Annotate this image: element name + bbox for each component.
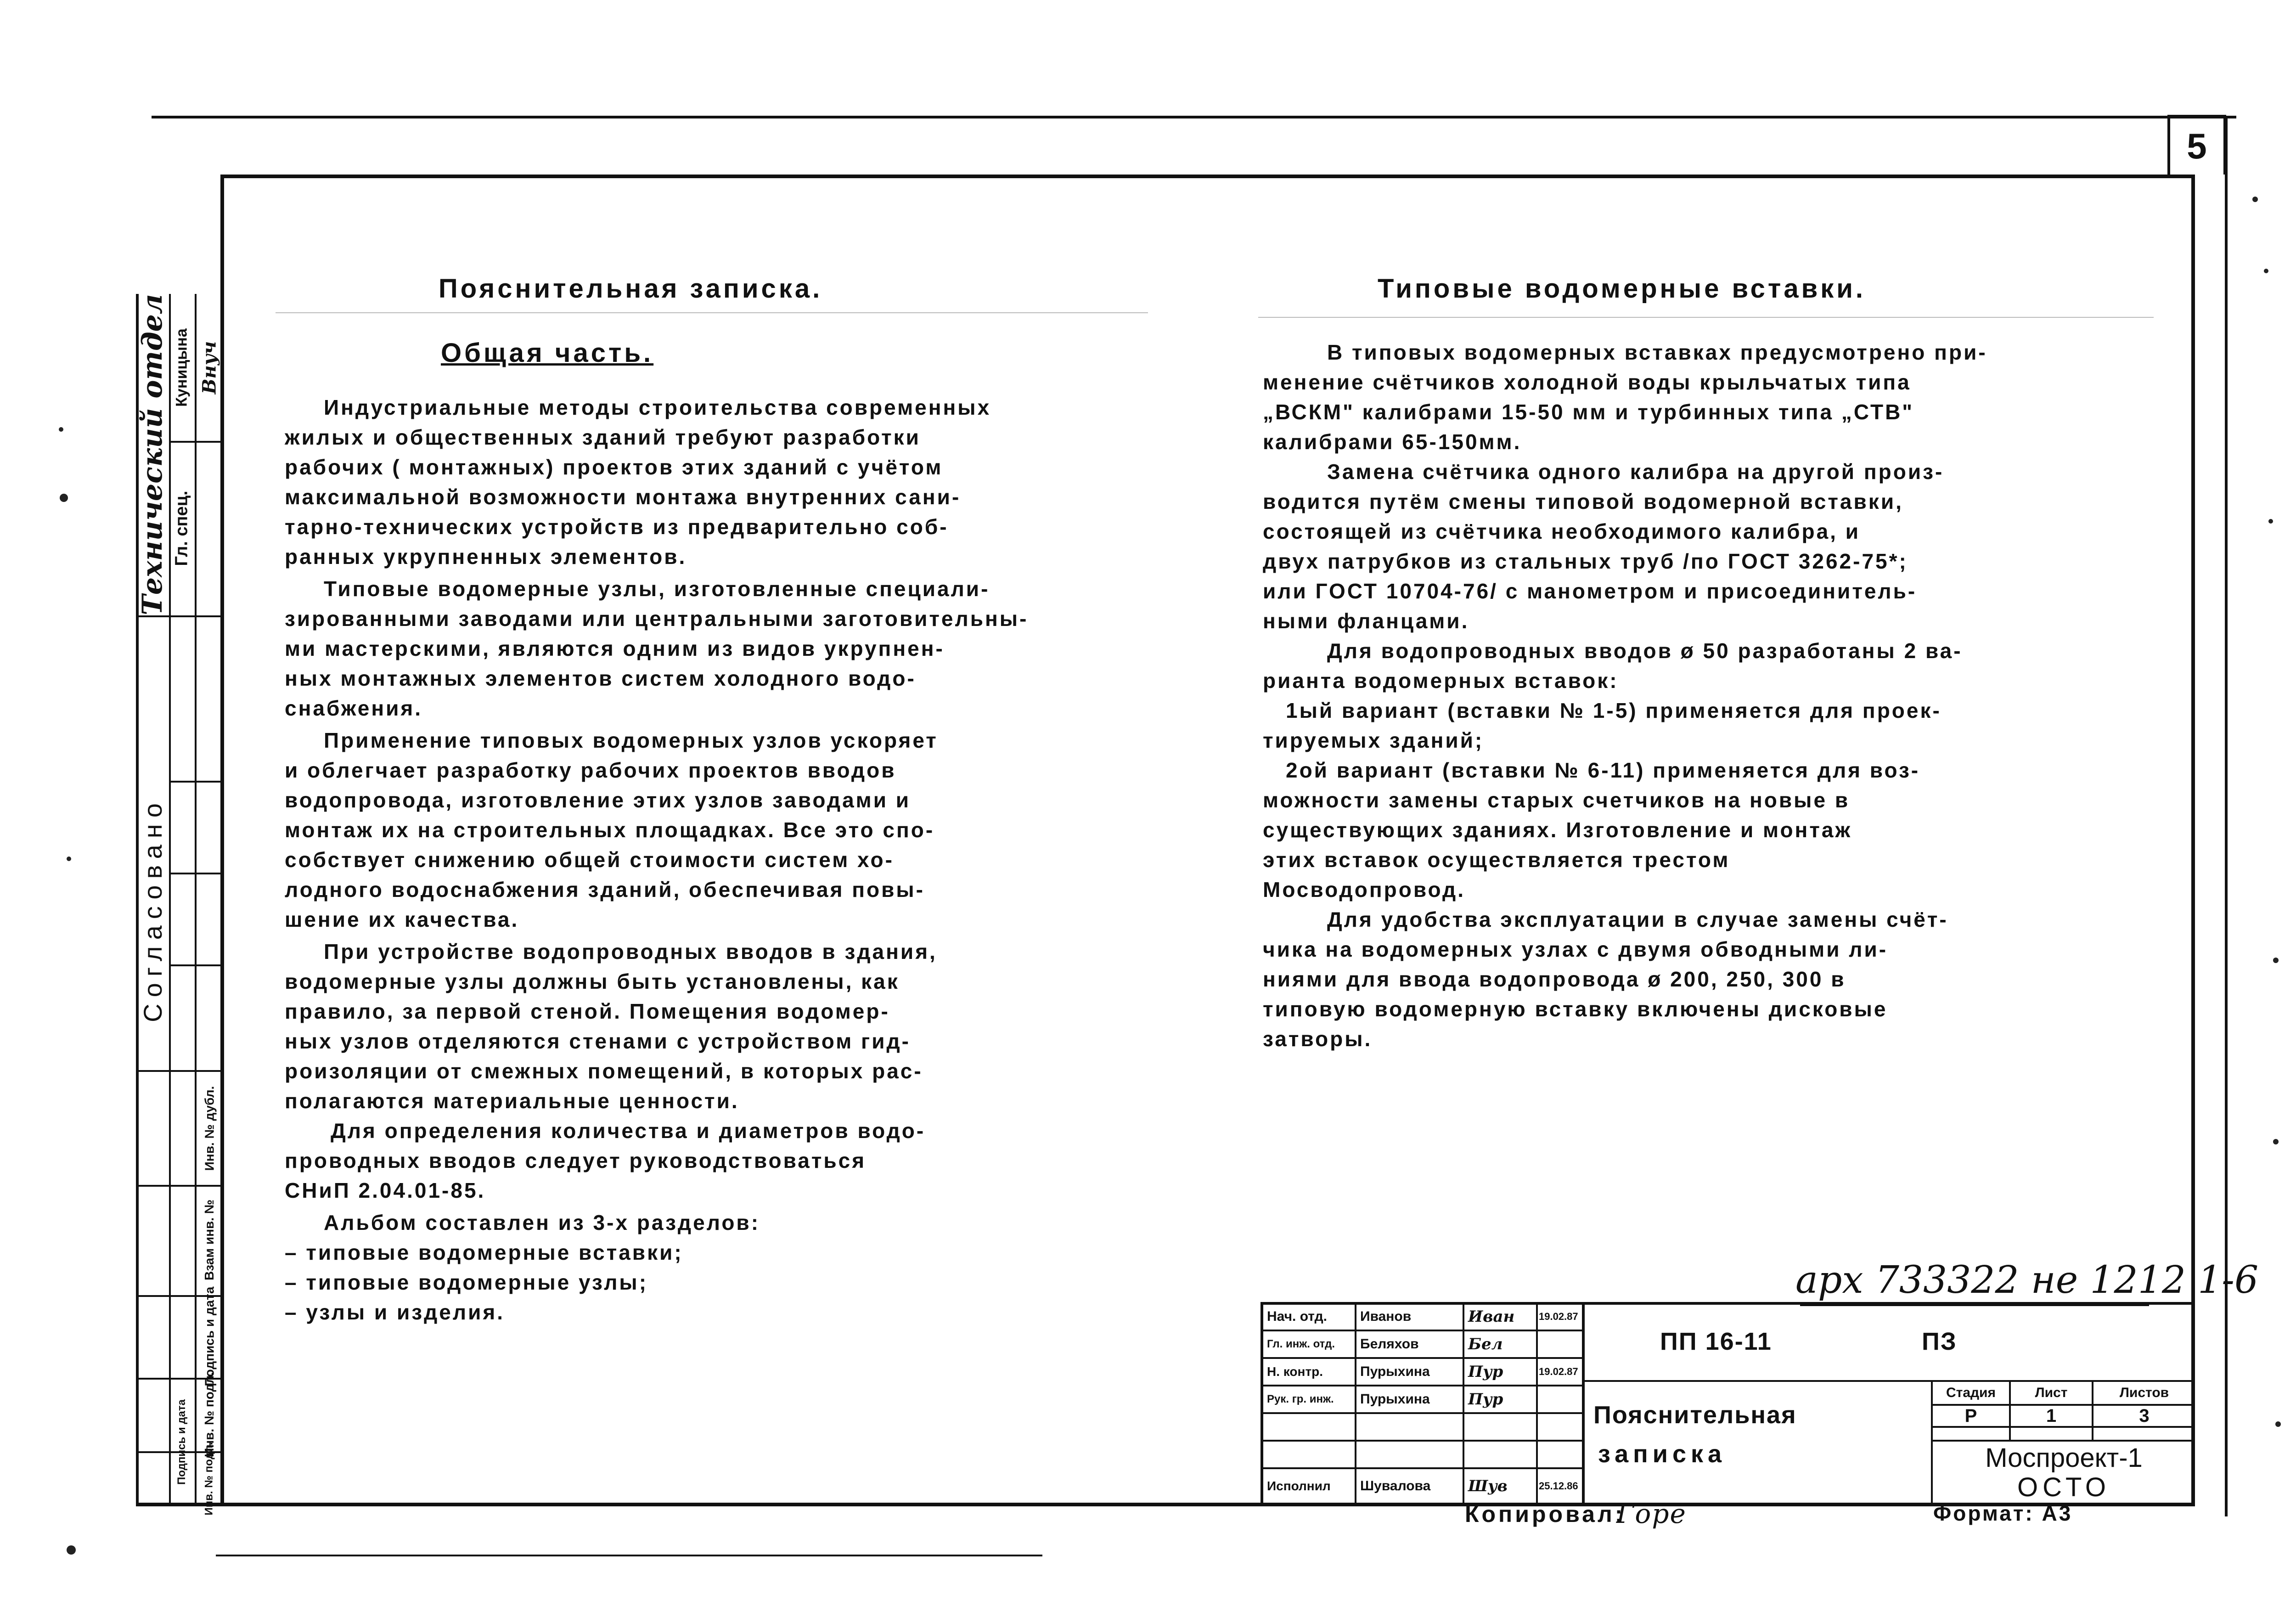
right-line: или ГОСТ 10704-76/ с манометром и присоединитель- [1263,579,1917,603]
right-line: тируемых зданий; [1263,728,1484,752]
inv-label-2: Подпись и дата [202,1286,217,1386]
approved-label: Согласовано [138,796,167,1022]
left-line: проводных вводов следует руководствоваться [285,1149,867,1172]
left-line: полагаются материальные ценности. [285,1089,739,1113]
left-line: снабжения. [285,696,423,720]
scan-speck [60,494,68,502]
right-line: ниями для ввода водопровода ø 200, 250, 300 в [1263,967,1846,991]
title-block [1261,1302,2195,1506]
left-line: роизоляции от смежных помещений, в которых рас- [285,1059,923,1083]
sheet-header: Лист [2035,1385,2068,1400]
stage-header: Стадия [1946,1385,1996,1400]
doc-title-1: Пояснительная [1593,1401,1797,1429]
sig-sign-6: Шув [1468,1477,1508,1495]
sig-date-3: 19.02.87 [1539,1366,1578,1377]
left-line: Типовые водомерные узлы, изготовленные специали- [324,577,990,601]
left-line: жилых и общественных зданий требуют разработки [285,425,921,449]
page-number-box [2167,115,2226,175]
right-line: В типовых водомерных вставках предусмотрено при- [1327,340,1987,364]
left-line: Индустриальные методы строительства современных [324,395,991,419]
sig-name-1: Иванов [1360,1309,1412,1324]
left-line: При устройстве водопроводных вводов в здания, [324,940,937,964]
department-label: Технический отдел [136,294,169,615]
sig-sign-1: Иван [1468,1307,1515,1326]
inv-label-1: Инв. № подл. [202,1372,217,1457]
chief-specialist-name: Куницына [173,328,191,407]
right-line: Мосводопровод. [1263,878,1465,902]
org-name-1: Моспроект-1 [1985,1443,2143,1473]
left-line: лодного водоснабжения зданий, обеспечивая повы- [285,878,925,902]
left-line: ных монтажных элементов систем холодного водо- [285,666,916,690]
left-line: Применение типовых водомерных узлов ускоряет [324,728,938,752]
left-line: тарно-технических устройств из предварительно соб- [285,515,949,539]
left-line: ранных укрупненных элементов. [285,545,687,569]
inv-label-5: Подпись и дата [175,1399,188,1485]
inv-label-6: Инв. № дубл. [202,1086,216,1171]
left-title-underline [276,312,1148,313]
left-line: шение их качества. [285,907,519,931]
sig-role-1: Нач. отд. [1267,1309,1327,1324]
right-line: 1ый вариант (вставки № 1-5) применяется для проек- [1286,699,1941,722]
doc-code: ПП 16-11 [1660,1328,1772,1355]
sig-name-6: Шувалова [1360,1478,1431,1493]
right-line: чика на водомерных узлах с двумя обводными ли- [1263,937,1888,961]
right-line: менение счётчиков холодной воды крыльчатых типа [1263,370,1911,394]
right-line: Замена счётчика одного калибра на другой произ- [1327,460,1944,484]
sig-role-4: Рук. гр. инж. [1267,1393,1334,1405]
scan-speck [2252,197,2258,202]
left-line: ных узлов отделяются стенами с устройством гид- [285,1029,911,1053]
copied-by-label: Копировал: [1465,1501,1626,1527]
scan-speck [2264,269,2268,273]
sheets-value: 3 [2139,1405,2150,1426]
inv-label-3: Взам инв. № [202,1200,217,1280]
left-subtitle: Общая часть. [441,338,654,368]
left-line: зированными заводами или центральными заготовительны- [285,607,1029,631]
right-line: этих вставок осуществляется трестом [1263,848,1730,872]
copied-by-signature: Горе [1616,1498,1687,1529]
scan-speck [2273,1139,2279,1144]
left-line: монтаж их на строительных площадках. Все это спо- [285,818,935,842]
stage-value: Р [1964,1405,1977,1426]
right-line: 2ой вариант (вставки № 6-11) применяется для воз- [1286,758,1920,782]
chief-specialist-label: Гл. спец. [172,490,191,566]
sig-date-1: 19.02.87 [1539,1311,1578,1322]
page-number: 5 [2187,125,2207,166]
right-line: рианта водомерных вставок: [1263,669,1619,693]
sig-date-6: 25.12.86 [1539,1480,1578,1492]
right-line: калибрами 65-150мм. [1263,430,1522,454]
format-label: Формат: А3 [1933,1501,2073,1525]
outer-right [2225,116,2228,1516]
sig-role-3: Н. контр. [1267,1364,1323,1379]
scan-speck [59,427,63,432]
right-line: двух патрубков из стальных труб /по ГОСТ 3262-75*; [1263,549,1908,573]
top-outer-line [152,116,2236,118]
scan-speck [2275,1421,2281,1427]
left-line: рабочих ( монтажных) проектов этих зданий с учётом [285,455,943,479]
left-line: ми мастерскими, являются одним из видов укрупнен- [285,637,945,660]
right-line: можности замены старых счетчиков на новые в [1263,788,1850,812]
sig-role-6: Исполнил [1267,1479,1331,1493]
doc-type: ПЗ [1922,1328,1957,1355]
org-name-2: ОСТО [2017,1472,2110,1502]
left-line: – типовые водомерные вставки; [285,1240,683,1264]
right-line: Для водопроводных вводов ø 50 разработаны 2 ва- [1327,639,1963,663]
sig-name-3: Пурыхина [1360,1364,1430,1379]
left-line: и облегчает разработку рабочих проектов вводов [285,758,896,782]
sheet-value: 1 [2046,1405,2057,1426]
right-line: „ВСКМ" калибрами 15-50 мм и турбинных типа „СТВ" [1263,400,1914,424]
sig-role-2: Гл. инж. отд. [1267,1338,1335,1350]
scan-speck [67,1545,76,1555]
frame-top [220,175,2195,178]
archive-number: арх 733322 не 1212 1-6 [1795,1258,2259,1302]
left-line: собствует снижению общей стоимости систем хо- [285,848,894,872]
sig-sign-3: Пур [1468,1363,1503,1381]
left-line: СНиП 2.04.01-85. [285,1178,486,1202]
sheets-header: Листов [2119,1385,2169,1400]
left-line: водопровода, изготовление этих узлов заводами и [285,788,911,812]
right-line: типовую водомерную вставку включены дисковые [1263,997,1888,1021]
sig-sign-2: Бел [1468,1335,1503,1353]
left-line: максимальной возможности монтажа внутренних сани- [285,485,961,509]
scan-speck [2268,519,2273,524]
left-line: правило, за первой стеной. Помещения водомер- [285,999,890,1023]
chief-specialist-signature: Внуч [198,341,220,394]
inv-label-4: Инв. № подл. [203,1442,215,1516]
left-title: Пояснительная записка. [439,274,823,304]
left-line: – типовые водомерные узлы; [285,1270,648,1294]
right-title: Типовые водомерные вставки. [1378,274,1866,304]
doc-title-2: записка [1598,1440,1727,1468]
sig-sign-4: Пур [1468,1390,1503,1409]
right-line: Для удобства эксплуатации в случае замены счёт- [1327,907,1948,931]
scan-speck [67,857,71,861]
left-line: Для определения количества и диаметров водо- [331,1119,926,1143]
sig-name-2: Беляхов [1360,1336,1419,1352]
right-line: затворы. [1263,1027,1373,1051]
scan-speck [2273,958,2279,963]
sig-name-4: Пурыхина [1360,1392,1430,1407]
bottom-outer-line [216,1555,1042,1556]
right-line: существующих зданиях. Изготовление и монтаж [1263,818,1852,842]
right-line: ными фланцами. [1263,609,1469,633]
left-line: Альбом составлен из 3-х разделов: [324,1211,760,1234]
right-line: состоящей из счётчика необходимого калибра, и [1263,519,1861,543]
left-line: – узлы и изделия. [285,1300,505,1324]
approval-column [136,294,224,1516]
left-line: водомерные узлы должны быть установлены, как [285,969,900,993]
right-line: водится путём смены типовой водомерной вставки, [1263,490,1903,513]
right-title-underline [1258,317,2154,318]
